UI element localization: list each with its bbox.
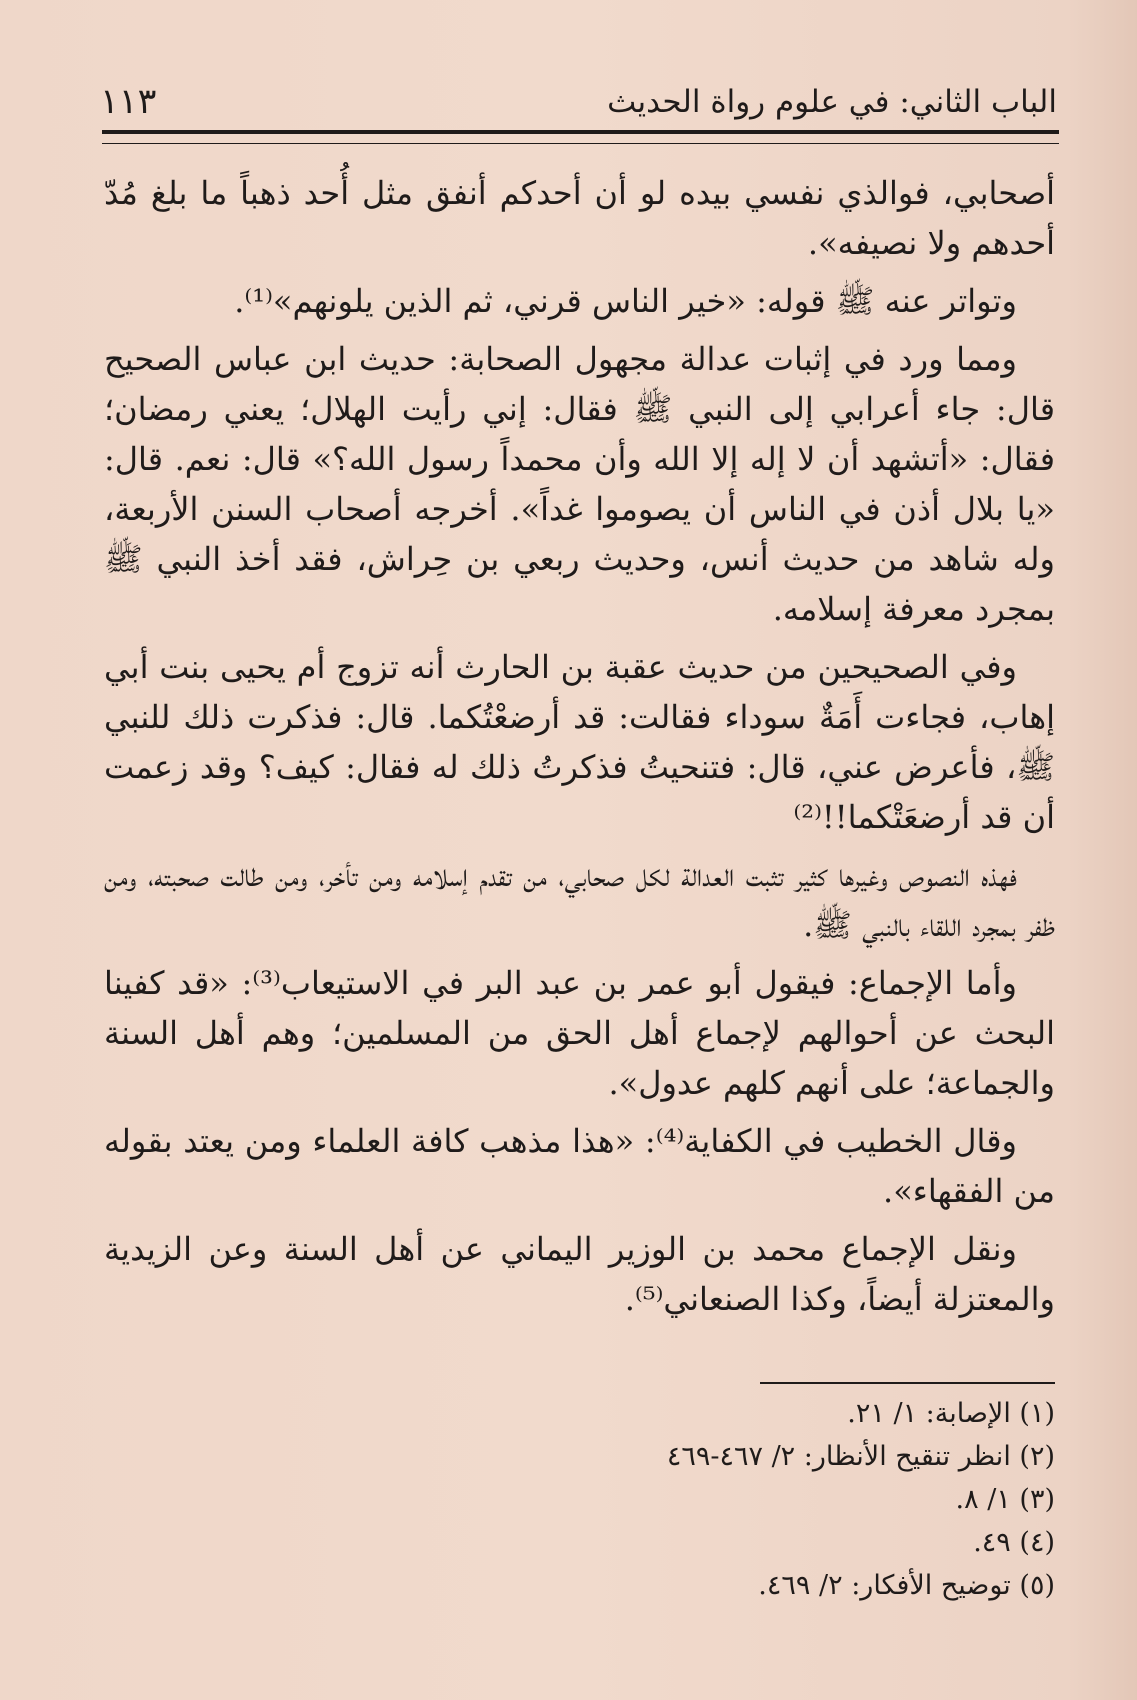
page-number: ١١٣ [100,82,157,122]
footnote: (٤) ٤٩. [973,1527,1055,1558]
footnotes [104,1392,1055,1607]
paragraph: وأما الإجماع: فيقول أبو عمر بن عبد البر في الاستيعاب⁽³⁾: «قد كفينا البحث عن أحوالهم لإجماع أهل الحق من المسلمين؛ وهم أهل السنة والجماعة؛ على أنهم كلهم عدول». [104,964,1055,1102]
footnote: (٥) توضيح الأفكار: ٢/ ٤٦٩. [758,1570,1055,1601]
paragraph: وفي الصحيحين من حديث عقبة بن الحارث أنه تزوج أم يحيى بنت أبي إهاب، فجاءت أَمَةٌ سوداء فقالت: قد أرضعْتُكما. قال: فذكرت ذلك للنبي ﷺ، فأعرض عني، قال: فتنحيتُ فذكرتُ ذلك له فقال: كيف؟ وقد زعمت أن قد أرضعَتْكما!!⁽²⁾ [104,648,1056,836]
footnote-rule [760,1382,1055,1384]
paragraph: ومما ورد في إثبات عدالة مجهول الصحابة: حديث ابن عباس الصحيح قال: جاء أعرابي إلى النبي ﷺ فقال: إني رأيت الهلال؛ يعني رمضان؛ فقال: «أتشهد أن لا إله إلا الله وأن محمداً رسول الله؟» قال: نعم. قال: «يا بلال أذن في الناس أن يصوموا غداً». أخرجه أصحاب السنن الأربعة، وله شاهد من حديث أنس، وحديث ربعي بن حِراش، فقد أخذ النبي ﷺ بمجرد معرفة إسلامه. [104,340,1056,628]
paragraph: أصحابي، فوالذي نفسي بيده لو أن أحدكم أنفق مثل أُحد ذهباً ما بلغ مُدّ أحدهم ولا نصيفه». [104,174,1056,262]
paragraph: ونقل الإجماع محمد بن الوزير اليماني عن أهل السنة وعن الزيدية والمعتزلة أيضاً، وكذا الصنعاني⁽⁵⁾. [104,1230,1055,1318]
footnote: (١) الإصابة: ١/ ٢١. [847,1398,1055,1429]
paragraph: وقال الخطيب في الكفاية⁽⁴⁾: «هذا مذهب كافة العلماء ومن يعتد بقوله من الفقهاء». [104,1122,1055,1210]
footnote: (٢) انظر تنقيح الأنظار: ٢/ ٤٦٧-٤٦٩ [666,1441,1055,1472]
footnote: (٣) ١/ ٨. [955,1484,1055,1515]
header-rule [102,130,1059,144]
paragraph: فهذه النصوص وغيرها كثير تثبت العدالة لكل صحابي، من تقدم إسلامه ومن تأخر، ومن طالت صحبته، ومن ظفر بمجرد اللقاء بالنبي ﷺ. [104,856,1055,944]
main-text [104,168,1055,1332]
paragraph: وتواتر عنه ﷺ قوله: «خير الناس قرني، ثم الذين يلونهم»⁽¹⁾. [234,282,1017,320]
running-title: الباب الثاني: في علوم رواة الحديث [607,84,1057,120]
page-header [100,82,1057,122]
